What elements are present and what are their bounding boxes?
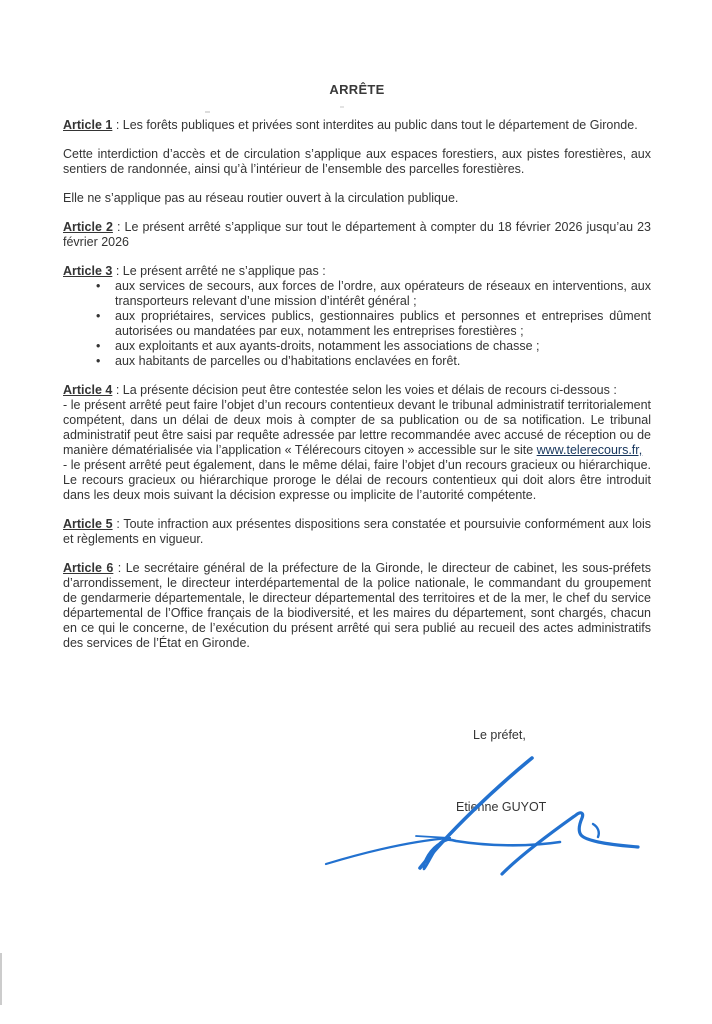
article-4-intro [63,383,651,398]
document-title: ARRÊTE [329,82,385,97]
signatory-role: Le préfet, [473,728,526,742]
scan-edge-artifact [0,953,2,1005]
list-item: • aux services de secours, aux forces de l’ordre, aux opérateurs de réseaux en interventions, aux transporteurs relevant d’une mission d’intérêt général ; [63,279,651,309]
article-4-contentieux-text: - le présent arrêté peut faire l’objet d’un recours contentieux devant le tribunal administratif territorialement compétent, dans un délai de deux mois à compter de sa publication ou de sa notification. Le tribunal administratif peut être saisi par requête adressée par lettre recommandée avec accusé de réception ou de manière dématérialisée via l’application « Télérecours citoyen » accessible sur le site [63,398,651,457]
article-1-text: : Les forêts publiques et privées sont interdites au public dans tout le département de Gironde. [112,118,638,132]
document-body [63,82,651,665]
article-1-paragraph [63,118,651,133]
interdiction-paragraph: Cette interdiction d’accès et de circulation s’applique aux espaces forestiers, aux pistes forestières, aux sentiers de randonnée, ainsi qu’à l’intérieur de l’ensemble des parcelles forestières. [63,147,651,176]
article-2-text: : Le présent arrêté s’applique sur tout le département à compter du 18 février 2026 jusqu’au 23 février 2026 [63,220,651,249]
article-1-label: Article 1 [63,118,113,132]
list-item: • aux habitants de parcelles ou d’habitations enclavées en forêt. [63,354,651,369]
scan-speck [205,111,210,113]
article-6-label: Article 6 [63,561,114,575]
article-5-text: : Toute infraction aux présentes dispositions sera constatée et poursuivie conformément aux lois et règlements en vigueur. [63,517,651,546]
article-4-gracieux-clause: - le présent arrêté peut également, dans le même délai, faire l’objet d’un recours gracieux ou hiérarchique. Le recours gracieux ou hiérarchique proroge le délai de recours contentieux qui doit alors être introduit dans les deux mois suivant la décision expresse ou implicite de l’autorité compétente. [63,458,651,502]
article-4-paragraph [63,383,651,503]
article-3-intro [63,264,651,279]
article-5-label: Article 5 [63,517,113,531]
article-6-text: : Le secrétaire général de la préfecture de la Gironde, le directeur de cabinet, les sous-préfets d’arrondissement, le directeur interdépartemental de la police nationale, le commandant du groupement de gendarmerie départementale, le directeur départemental des territoires et de la mer, le chef du service départemental de l’Office français de la biodiversité, et les maires du département, sont chargés, chacun en ce qui le concerne, de l’exécution du présent arrêté qui sera publié au recueil des actes administratifs des services de l’État en Gironde. [63,561,651,650]
telerecours-link[interactable]: www.telerecours.fr, [536,443,643,457]
article-3-exception-list [63,279,651,369]
article-3-intro-text: : Le présent arrêté ne s’applique pas : [112,264,326,278]
list-item: • aux exploitants et aux ayants-droits, notamment les associations de chasse ; [63,339,651,354]
article-4-label: Article 4 [63,383,113,397]
article-2-label: Article 2 [63,220,113,234]
article-6-paragraph [63,561,651,651]
article-4-intro-text: : La présente décision peut être contestée selon les voies et délais de recours ci-dessous : [112,383,617,397]
reseau-routier-paragraph: Elle ne s’applique pas au réseau routier ouvert à la circulation publique. [63,191,459,205]
signature-ink [322,747,640,885]
article-3-label: Article 3 [63,264,113,278]
signatory-name: Etienne GUYOT [456,800,547,814]
scan-speck [340,106,344,108]
article-5-paragraph [63,517,651,547]
article-4-contentieux-clause [63,398,651,458]
list-item: • aux propriétaires, services publics, gestionnaires publics et personnes et entreprises dûment autorisées ou mandatées par eux, notamment les entreprises forestières ; [63,309,651,339]
article-2-paragraph [63,220,651,250]
